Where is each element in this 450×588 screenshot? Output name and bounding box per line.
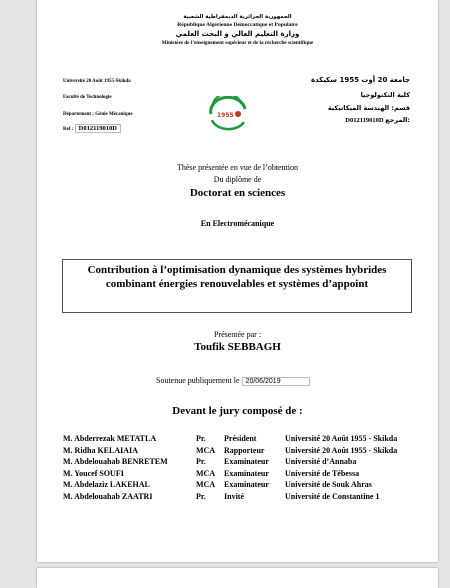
diploma-line: Du diplôme de [213,175,262,184]
ref-ar-value: D012119010D [345,117,384,124]
jury-grade: Pr. [196,457,206,467]
jury-row [63,469,433,481]
ref-ar [345,116,410,124]
author: Toufik SEBBAGH [194,341,281,353]
jury-row [63,434,433,446]
jury-university: Université de Tébessa [285,468,360,478]
jury-role: Examinateur [224,480,269,490]
speciality: En Electromécanique [200,219,275,228]
arabic-republic: الجمهورية الجزائرية الديمقراطية الشعبية [183,14,292,20]
jury-grade: MCA [196,445,216,455]
department-ar: قسم: الهندسة الميكانيكية [327,104,410,112]
faculty-ar: كلية التكنولوجيا [360,91,410,99]
jury-university: Université 20 Août 1955 - Skikda [285,445,398,455]
jury-university: Université de Souk Ahras [285,480,372,490]
jury-name: M. Abdelouahab ZAATRI [63,491,153,501]
document-page [37,0,438,562]
next-page-edge [37,568,438,588]
ref-ar-label: المرجع: [385,116,410,124]
jury-name: M. Youcef SOUFI [63,468,124,478]
university-ar: جامعة 20 أوت 1955 سكيكدة [310,76,410,84]
jury-table [63,434,433,504]
jury-grade: Pr. [196,434,206,443]
jury-row [63,446,433,458]
defended-date: 20/06/2019 [242,377,310,386]
jury-row [63,480,433,492]
jury-role: Président [224,434,257,443]
jury-row [63,492,433,504]
jury-heading: Devant le jury composé de : [172,405,303,417]
faculty-fr: Faculté de Technologie [63,95,112,100]
republic-heading: République Algérienne Démocratique et Populaire [177,22,298,28]
ref-fr [63,124,121,133]
thesis-title: Contribution à l’optimisation dynamique des systèmes hybrides combinant énergies renouvelables et systèmes d’appoint [62,259,412,313]
presented-by: Présentée par : [213,330,262,339]
jury-university: Université de Constantine 1 [285,491,380,501]
ref-label: Ref : [63,127,74,132]
university-seal-icon [207,96,249,132]
jury-name: M. Abdelaziz LAKEHAL [63,480,150,490]
defended-line [156,376,310,386]
jury-grade: MCA [196,468,216,478]
jury-university: Université 20 Août 1955 - Skikda [285,434,398,443]
jury-name: M. Abdelouahab BENRETEM [63,457,168,467]
arabic-ministry: وزارة التعليم العالي و البحث العلمي [175,30,300,38]
jury-role: Rapporteur [224,445,265,455]
ministry-heading: Ministère de l’enseignement supérieur et de la recherche scientifique [161,40,314,46]
degree: Doctorat en sciences [189,187,286,199]
jury-university: Université d’Annaba [285,457,357,467]
jury-row [63,457,433,469]
jury-role: Invité [224,491,244,501]
jury-grade: MCA [196,480,216,490]
ref-value: D012119010D [75,124,121,133]
jury-role: Examinateur [224,457,269,467]
presented-for: Thèse présentée en vue de l’obtention [176,163,299,172]
jury-name: M. Ridha KELAIAIA [63,445,138,455]
university-fr: Université 20 Août 1955-Skikda [63,79,131,84]
defended-label: Soutenue publiquement le [156,376,240,385]
jury-grade: Pr. [196,491,206,501]
jury-role: Examinateur [224,468,269,478]
jury-name: M. Abderrezak METATLA [63,434,157,443]
department-fr: Département : Génie Mécanique [63,112,133,117]
seal-year: 1955 [217,112,234,119]
